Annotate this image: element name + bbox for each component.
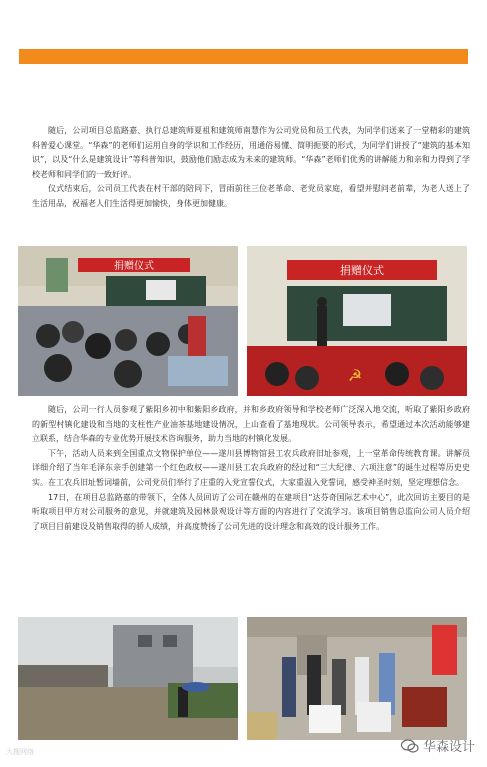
banner-text-right: 捐赠仪式 (340, 264, 384, 277)
paragraph-lecture: 随后，公司项目总监路嘉、执行总建筑师夏祖和建筑师南慧作为公司党员和员工代表，为同学们送来了一堂精彩的建筑科普爱心课堂。“华森”的老师们运用自身的学识和工作经历，用通俗易懂、简明扼要的形式，为同学们讲授了“建筑的基本知识”，以及“什么是建筑设计”等科普知识，鼓励他们励志成为未来的建筑师。“华森”老师们优秀的讲解能力和亲和力得到了学校老师和同学们的一致好评。 (32, 126, 470, 179)
paragraph-museum-visit: 下午，活动人员来到全国重点文物保护单位——遂川县博物馆县工农兵政府旧址参观，上一堂革命传统教育课。讲解员详细介绍了当年毛泽东亲手创建第一个红色政权——遂川县工农兵政府的经过和“三大纪律、六项注意”的诞生过程等历史史实。在工农兵旧址暂词墙前，公司党员们举行了庄重的入党宣誓仪式，大家重温入党誓词，感受神圣时刻，坚定理想信念。 (32, 448, 470, 487)
brand-footer (401, 736, 475, 755)
middle-text-block (32, 403, 470, 534)
watermark-left: 大搜网络 (6, 748, 34, 756)
header-accent-bar (19, 49, 468, 64)
paragraph-project-revisit: 17日，在项目总监路嘉的带领下，全体人员回访了公司在赣州的在建项目“达芬奇国际艺术中心”，此次回访主要目的是听取项目甲方对公司服务的意见，并就建筑及园林景观设计等方面的内容进行了交流学习。该项目销售总监向公司人员介绍了项目目前建设及销售取得的骄人成绩，并高度赞扬了公司先进的设计理念和高效的设计服务工作。 (32, 492, 470, 531)
banner-text-left: 捐赠仪式 (114, 261, 154, 272)
photo-veteran-home (247, 617, 467, 740)
paragraph-visit-veterans: 仪式结束后，公司员工代表在村干部的陪同下，冒雨前往三位老革命、老党员家庭，看望并慰问老前辈，为老人送上了生活用品，祝福老人们生活得更加愉快，身体更加健康。 (32, 184, 470, 208)
brand-name: 华森设计 (422, 740, 475, 755)
photo-classroom-right (247, 246, 467, 396)
wechat-icon (401, 739, 419, 753)
photo-classroom-left (18, 246, 238, 396)
photo-village-rain (18, 617, 238, 740)
paragraph-township-visit: 随后，公司一行人员参观了紫阳乡初中和紫阳乡政府，并和乡政府领导和学校老师广泛深入地交流，听取了紫阳乡政府的新型村镇化建设和当地的支柱性产业油茶基地建设情况，上山查看了基地现状。公司领导表示，希望通过本次活动能够建立联系，结合华森的专业优势开展技术咨询服务，助力当地的村镇化发展。 (32, 405, 470, 444)
svg-text:☭: ☭ (347, 366, 363, 385)
intro-text-block (32, 124, 470, 212)
